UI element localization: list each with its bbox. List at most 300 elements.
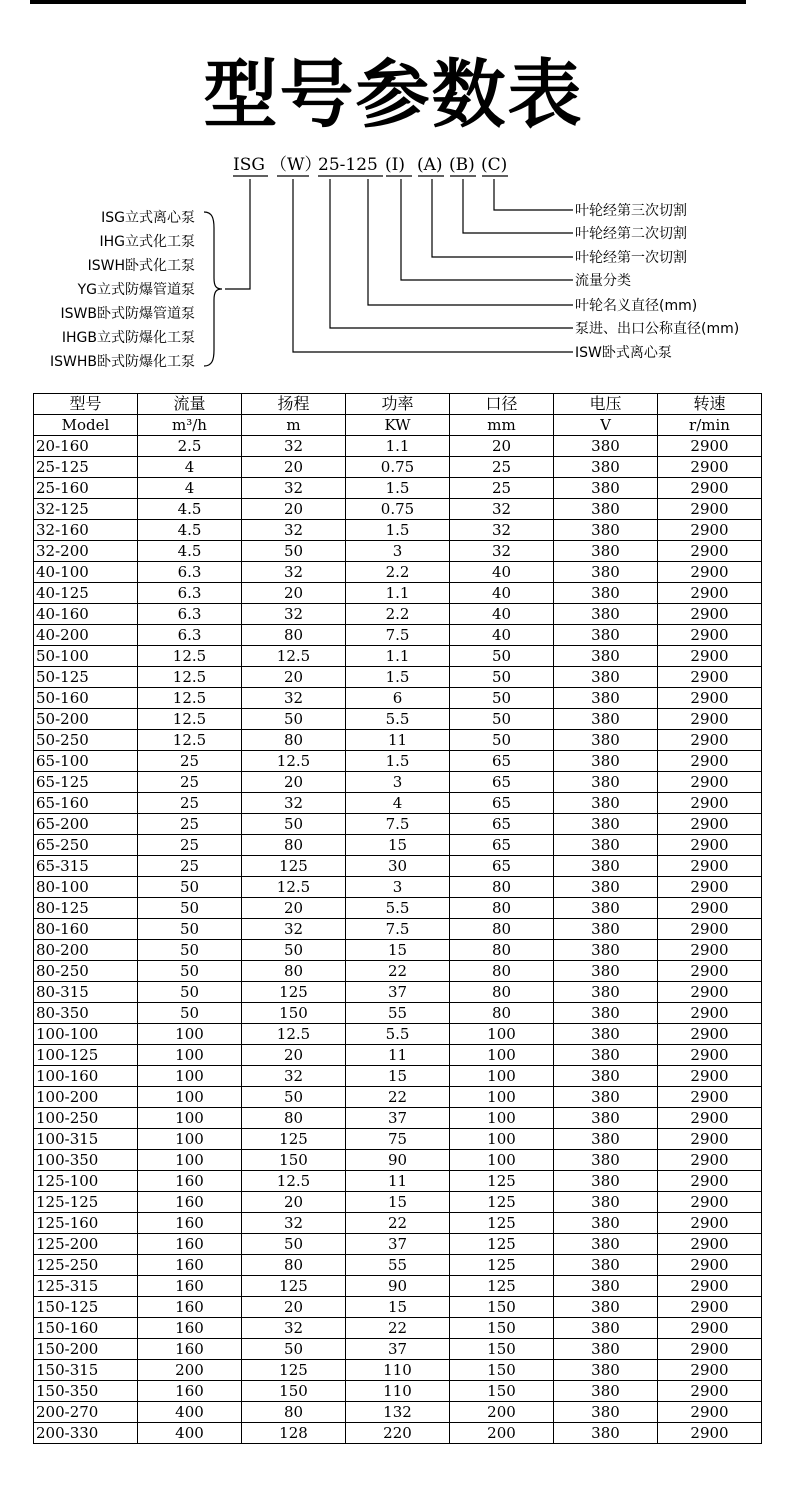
- cell-head: 20: [242, 583, 346, 604]
- code-part-cut-3: (C): [481, 155, 508, 175]
- cell-voltage: 380: [554, 625, 658, 646]
- cell-voltage: 380: [554, 1234, 658, 1255]
- cell-head: 32: [242, 478, 346, 499]
- cell-diameter: 32: [450, 499, 554, 520]
- cell-head: 32: [242, 604, 346, 625]
- cell-diameter: 100: [450, 1087, 554, 1108]
- table-row: [34, 919, 762, 940]
- table-row: [34, 1024, 762, 1045]
- cell-voltage: 380: [554, 667, 658, 688]
- cell-head: 20: [242, 898, 346, 919]
- cell-voltage: 380: [554, 982, 658, 1003]
- cell-diameter: 32: [450, 541, 554, 562]
- right-label-impeller-diameter: 叶轮名义直径(mm): [575, 298, 698, 314]
- code-part-horizontal: （W）: [270, 155, 322, 175]
- cell-voltage: 380: [554, 1150, 658, 1171]
- cell-power: 3: [346, 772, 450, 793]
- cell-model: 65-125: [34, 772, 138, 793]
- cell-head: 32: [242, 520, 346, 541]
- cell-model: 80-200: [34, 940, 138, 961]
- cell-speed: 2900: [658, 856, 762, 877]
- cell-model: 80-100: [34, 877, 138, 898]
- cell-voltage: 380: [554, 1423, 658, 1444]
- cell-flow: 160: [138, 1171, 242, 1192]
- cell-head: 125: [242, 1276, 346, 1297]
- cell-head: 50: [242, 1087, 346, 1108]
- cell-speed: 2900: [658, 1234, 762, 1255]
- cell-voltage: 380: [554, 772, 658, 793]
- cell-diameter: 80: [450, 898, 554, 919]
- cell-flow: 25: [138, 772, 242, 793]
- right-label-isw: ISW卧式离心泵: [575, 345, 672, 361]
- table-row: [34, 1381, 762, 1402]
- cell-power: 2.2: [346, 604, 450, 625]
- table-row: [34, 856, 762, 877]
- cell-model: 150-160: [34, 1318, 138, 1339]
- cell-voltage: 380: [554, 814, 658, 835]
- cell-head: 32: [242, 1213, 346, 1234]
- cell-speed: 2900: [658, 961, 762, 982]
- cell-head: 20: [242, 772, 346, 793]
- cell-voltage: 380: [554, 709, 658, 730]
- cell-speed: 2900: [658, 1381, 762, 1402]
- cell-head: 80: [242, 961, 346, 982]
- cell-flow: 400: [138, 1402, 242, 1423]
- cell-voltage: 380: [554, 1402, 658, 1423]
- cell-power: 22: [346, 1318, 450, 1339]
- cell-voltage: 380: [554, 730, 658, 751]
- unit-model: Model: [34, 415, 138, 436]
- table-row: [34, 436, 762, 457]
- cell-head: 80: [242, 625, 346, 646]
- cell-power: 22: [346, 1213, 450, 1234]
- cell-diameter: 150: [450, 1381, 554, 1402]
- cell-voltage: 380: [554, 1213, 658, 1234]
- table-row: [34, 667, 762, 688]
- cell-power: 110: [346, 1360, 450, 1381]
- cell-head: 150: [242, 1003, 346, 1024]
- cell-speed: 2900: [658, 541, 762, 562]
- cell-diameter: 40: [450, 625, 554, 646]
- cell-flow: 4.5: [138, 541, 242, 562]
- cell-diameter: 100: [450, 1108, 554, 1129]
- left-label-iswhb: ISWHB卧式防爆化工泵: [50, 354, 195, 370]
- cell-diameter: 200: [450, 1423, 554, 1444]
- cell-head: 125: [242, 856, 346, 877]
- cell-flow: 50: [138, 898, 242, 919]
- cell-head: 12.5: [242, 1171, 346, 1192]
- cell-model: 40-100: [34, 562, 138, 583]
- cell-power: 15: [346, 1066, 450, 1087]
- table-row: [34, 1276, 762, 1297]
- cell-diameter: 80: [450, 1003, 554, 1024]
- cell-power: 11: [346, 1171, 450, 1192]
- cell-power: 110: [346, 1381, 450, 1402]
- cell-voltage: 380: [554, 1297, 658, 1318]
- table-row: [34, 604, 762, 625]
- cell-power: 30: [346, 856, 450, 877]
- table-row: [34, 1297, 762, 1318]
- cell-flow: 160: [138, 1255, 242, 1276]
- table-row: [34, 709, 762, 730]
- cell-speed: 2900: [658, 751, 762, 772]
- cell-flow: 50: [138, 919, 242, 940]
- cell-diameter: 80: [450, 982, 554, 1003]
- cell-head: 80: [242, 1255, 346, 1276]
- cell-voltage: 380: [554, 1381, 658, 1402]
- cell-power: 1.1: [346, 646, 450, 667]
- table-row: [34, 772, 762, 793]
- cell-speed: 2900: [658, 898, 762, 919]
- cell-flow: 100: [138, 1045, 242, 1066]
- cell-speed: 2900: [658, 457, 762, 478]
- cell-power: 3: [346, 877, 450, 898]
- cell-speed: 2900: [658, 688, 762, 709]
- cell-model: 40-200: [34, 625, 138, 646]
- cell-power: 22: [346, 1087, 450, 1108]
- cell-power: 0.75: [346, 457, 450, 478]
- table-row: [34, 1255, 762, 1276]
- cell-diameter: 150: [450, 1360, 554, 1381]
- cell-head: 20: [242, 1297, 346, 1318]
- cell-head: 50: [242, 1234, 346, 1255]
- table-row: [34, 1150, 762, 1171]
- cell-flow: 50: [138, 982, 242, 1003]
- cell-diameter: 100: [450, 1129, 554, 1150]
- cell-speed: 2900: [658, 1192, 762, 1213]
- cell-model: 200-330: [34, 1423, 138, 1444]
- cell-power: 0.75: [346, 499, 450, 520]
- cell-flow: 25: [138, 814, 242, 835]
- cell-diameter: 65: [450, 793, 554, 814]
- cell-diameter: 50: [450, 646, 554, 667]
- cell-flow: 12.5: [138, 646, 242, 667]
- right-label-cut-3: 叶轮经第三次切割: [575, 203, 687, 219]
- cell-power: 55: [346, 1255, 450, 1276]
- cell-flow: 160: [138, 1381, 242, 1402]
- cell-head: 125: [242, 1129, 346, 1150]
- cell-diameter: 80: [450, 877, 554, 898]
- cell-speed: 2900: [658, 730, 762, 751]
- cell-head: 150: [242, 1150, 346, 1171]
- cell-model: 50-200: [34, 709, 138, 730]
- cell-head: 50: [242, 940, 346, 961]
- cell-flow: 50: [138, 1003, 242, 1024]
- unit-diameter: mm: [450, 415, 554, 436]
- cell-model: 40-160: [34, 604, 138, 625]
- cell-power: 3: [346, 541, 450, 562]
- cell-model: 150-315: [34, 1360, 138, 1381]
- unit-voltage: V: [554, 415, 658, 436]
- cell-model: 80-125: [34, 898, 138, 919]
- cell-diameter: 125: [450, 1234, 554, 1255]
- cell-speed: 2900: [658, 772, 762, 793]
- cell-model: 80-160: [34, 919, 138, 940]
- cell-model: 100-350: [34, 1150, 138, 1171]
- cell-model: 125-160: [34, 1213, 138, 1234]
- table-row: [34, 730, 762, 751]
- cell-voltage: 380: [554, 604, 658, 625]
- cell-head: 50: [242, 541, 346, 562]
- cell-model: 100-100: [34, 1024, 138, 1045]
- cell-model: 150-350: [34, 1381, 138, 1402]
- cell-model: 65-200: [34, 814, 138, 835]
- cell-speed: 2900: [658, 1318, 762, 1339]
- right-label-flow-class: 流量分类: [575, 273, 631, 289]
- cell-head: 128: [242, 1423, 346, 1444]
- cell-power: 1.1: [346, 436, 450, 457]
- cell-model: 32-200: [34, 541, 138, 562]
- cell-head: 80: [242, 1108, 346, 1129]
- cell-speed: 2900: [658, 478, 762, 499]
- table-row: [34, 1234, 762, 1255]
- cell-diameter: 80: [450, 940, 554, 961]
- cell-speed: 2900: [658, 1339, 762, 1360]
- cell-voltage: 380: [554, 856, 658, 877]
- cell-diameter: 65: [450, 856, 554, 877]
- table-row: [34, 961, 762, 982]
- cell-power: 5.5: [346, 709, 450, 730]
- cell-head: 20: [242, 667, 346, 688]
- cell-speed: 2900: [658, 1129, 762, 1150]
- cell-flow: 25: [138, 793, 242, 814]
- cell-speed: 2900: [658, 646, 762, 667]
- cell-flow: 100: [138, 1108, 242, 1129]
- left-label-isg: ISG立式离心泵: [101, 210, 195, 226]
- header-diameter: 口径: [450, 394, 554, 415]
- cell-head: 32: [242, 919, 346, 940]
- cell-speed: 2900: [658, 1045, 762, 1066]
- table-row: [34, 982, 762, 1003]
- table-header-row: [34, 394, 762, 415]
- table-row: [34, 1066, 762, 1087]
- cell-diameter: 150: [450, 1339, 554, 1360]
- table-row: [34, 793, 762, 814]
- cell-speed: 2900: [658, 604, 762, 625]
- cell-voltage: 380: [554, 898, 658, 919]
- cell-power: 4: [346, 793, 450, 814]
- cell-head: 12.5: [242, 877, 346, 898]
- cell-voltage: 380: [554, 793, 658, 814]
- cell-speed: 2900: [658, 499, 762, 520]
- cell-head: 12.5: [242, 751, 346, 772]
- cell-model: 150-125: [34, 1297, 138, 1318]
- page-title: 型号参数表: [203, 52, 584, 138]
- cell-voltage: 380: [554, 436, 658, 457]
- top-divider: [30, 0, 746, 4]
- cell-speed: 2900: [658, 1087, 762, 1108]
- right-label-cut-1: 叶轮经第一次切割: [575, 250, 687, 266]
- table-row: [34, 520, 762, 541]
- cell-head: 80: [242, 730, 346, 751]
- cell-flow: 50: [138, 877, 242, 898]
- cell-speed: 2900: [658, 667, 762, 688]
- cell-model: 80-250: [34, 961, 138, 982]
- cell-flow: 100: [138, 1066, 242, 1087]
- header-speed: 转速: [658, 394, 762, 415]
- cell-flow: 100: [138, 1024, 242, 1045]
- code-part-size: 25-125: [318, 155, 378, 175]
- cell-power: 15: [346, 835, 450, 856]
- cell-voltage: 380: [554, 499, 658, 520]
- cell-voltage: 380: [554, 562, 658, 583]
- cell-diameter: 50: [450, 688, 554, 709]
- cell-diameter: 100: [450, 1045, 554, 1066]
- cell-diameter: 40: [450, 604, 554, 625]
- cell-model: 25-125: [34, 457, 138, 478]
- cell-head: 50: [242, 709, 346, 730]
- cell-diameter: 40: [450, 562, 554, 583]
- table-row: [34, 688, 762, 709]
- model-code-diagram: [0, 150, 787, 375]
- cell-power: 220: [346, 1423, 450, 1444]
- code-part-flow-class: (I): [385, 155, 405, 175]
- cell-model: 125-125: [34, 1192, 138, 1213]
- cell-head: 20: [242, 499, 346, 520]
- cell-voltage: 380: [554, 1108, 658, 1129]
- cell-diameter: 100: [450, 1150, 554, 1171]
- table-unit-row: [34, 415, 762, 436]
- cell-speed: 2900: [658, 1024, 762, 1045]
- cell-head: 32: [242, 436, 346, 457]
- table-row: [34, 1213, 762, 1234]
- cell-power: 37: [346, 1339, 450, 1360]
- cell-speed: 2900: [658, 919, 762, 940]
- cell-flow: 4: [138, 457, 242, 478]
- cell-voltage: 380: [554, 940, 658, 961]
- cell-model: 100-250: [34, 1108, 138, 1129]
- cell-speed: 2900: [658, 1360, 762, 1381]
- cell-flow: 4.5: [138, 499, 242, 520]
- cell-voltage: 380: [554, 1066, 658, 1087]
- cell-model: 65-100: [34, 751, 138, 772]
- cell-diameter: 100: [450, 1024, 554, 1045]
- cell-speed: 2900: [658, 835, 762, 856]
- table-row: [34, 814, 762, 835]
- cell-power: 37: [346, 1108, 450, 1129]
- code-part-series: ISG: [233, 155, 265, 175]
- unit-flow: m³/h: [138, 415, 242, 436]
- cell-model: 32-160: [34, 520, 138, 541]
- table-row: [34, 457, 762, 478]
- cell-diameter: 125: [450, 1255, 554, 1276]
- cell-speed: 2900: [658, 1171, 762, 1192]
- cell-diameter: 50: [450, 709, 554, 730]
- cell-voltage: 380: [554, 1024, 658, 1045]
- cell-model: 40-125: [34, 583, 138, 604]
- cell-voltage: 380: [554, 1003, 658, 1024]
- cell-flow: 100: [138, 1129, 242, 1150]
- cell-speed: 2900: [658, 1297, 762, 1318]
- cell-diameter: 65: [450, 772, 554, 793]
- table-row: [34, 1003, 762, 1024]
- cell-model: 50-250: [34, 730, 138, 751]
- cell-flow: 6.3: [138, 625, 242, 646]
- cell-power: 6: [346, 688, 450, 709]
- table-row: [34, 1087, 762, 1108]
- unit-head: m: [242, 415, 346, 436]
- cell-flow: 400: [138, 1423, 242, 1444]
- left-label-iswb: ISWB卧式防爆管道泵: [60, 306, 195, 322]
- cell-speed: 2900: [658, 877, 762, 898]
- cell-speed: 2900: [658, 1402, 762, 1423]
- header-head: 扬程: [242, 394, 346, 415]
- cell-speed: 2900: [658, 1423, 762, 1444]
- cell-power: 55: [346, 1003, 450, 1024]
- cell-speed: 2900: [658, 625, 762, 646]
- cell-model: 80-315: [34, 982, 138, 1003]
- table-row: [34, 1402, 762, 1423]
- cell-head: 150: [242, 1381, 346, 1402]
- cell-speed: 2900: [658, 1276, 762, 1297]
- cell-diameter: 125: [450, 1192, 554, 1213]
- cell-head: 125: [242, 1360, 346, 1381]
- cell-power: 1.5: [346, 667, 450, 688]
- cell-speed: 2900: [658, 1150, 762, 1171]
- cell-voltage: 380: [554, 1192, 658, 1213]
- table-row: [34, 751, 762, 772]
- cell-flow: 160: [138, 1192, 242, 1213]
- cell-flow: 50: [138, 940, 242, 961]
- table-row: [34, 1108, 762, 1129]
- cell-model: 20-160: [34, 436, 138, 457]
- cell-model: 32-125: [34, 499, 138, 520]
- left-label-ihg: IHG立式化工泵: [99, 234, 195, 250]
- table-row: [34, 1045, 762, 1066]
- cell-speed: 2900: [658, 436, 762, 457]
- left-label-ihgb: IHGB立式防爆化工泵: [61, 330, 195, 346]
- cell-model: 100-315: [34, 1129, 138, 1150]
- cell-flow: 6.3: [138, 562, 242, 583]
- cell-flow: 160: [138, 1297, 242, 1318]
- cell-diameter: 125: [450, 1171, 554, 1192]
- cell-diameter: 40: [450, 583, 554, 604]
- cell-head: 12.5: [242, 646, 346, 667]
- table-row: [34, 1423, 762, 1444]
- table-row: [34, 625, 762, 646]
- cell-diameter: 125: [450, 1213, 554, 1234]
- cell-voltage: 380: [554, 835, 658, 856]
- cell-power: 37: [346, 982, 450, 1003]
- cell-flow: 160: [138, 1234, 242, 1255]
- code-part-cut-2: (B): [449, 155, 475, 175]
- cell-voltage: 380: [554, 751, 658, 772]
- cell-flow: 25: [138, 751, 242, 772]
- cell-model: 200-270: [34, 1402, 138, 1423]
- cell-head: 50: [242, 1339, 346, 1360]
- cell-power: 1.5: [346, 478, 450, 499]
- cell-power: 7.5: [346, 625, 450, 646]
- cell-power: 132: [346, 1402, 450, 1423]
- cell-diameter: 25: [450, 457, 554, 478]
- header-power: 功率: [346, 394, 450, 415]
- table-row: [34, 1339, 762, 1360]
- cell-speed: 2900: [658, 1108, 762, 1129]
- cell-power: 2.2: [346, 562, 450, 583]
- header-voltage: 电压: [554, 394, 658, 415]
- cell-power: 11: [346, 1045, 450, 1066]
- cell-diameter: 20: [450, 436, 554, 457]
- cell-voltage: 380: [554, 919, 658, 940]
- table-row: [34, 562, 762, 583]
- cell-voltage: 380: [554, 646, 658, 667]
- left-label-yg: YG立式防爆管道泵: [77, 282, 195, 298]
- cell-power: 15: [346, 1192, 450, 1213]
- table-row: [34, 1129, 762, 1150]
- cell-power: 5.5: [346, 898, 450, 919]
- code-part-cut-1: (A): [417, 155, 443, 175]
- cell-head: 32: [242, 562, 346, 583]
